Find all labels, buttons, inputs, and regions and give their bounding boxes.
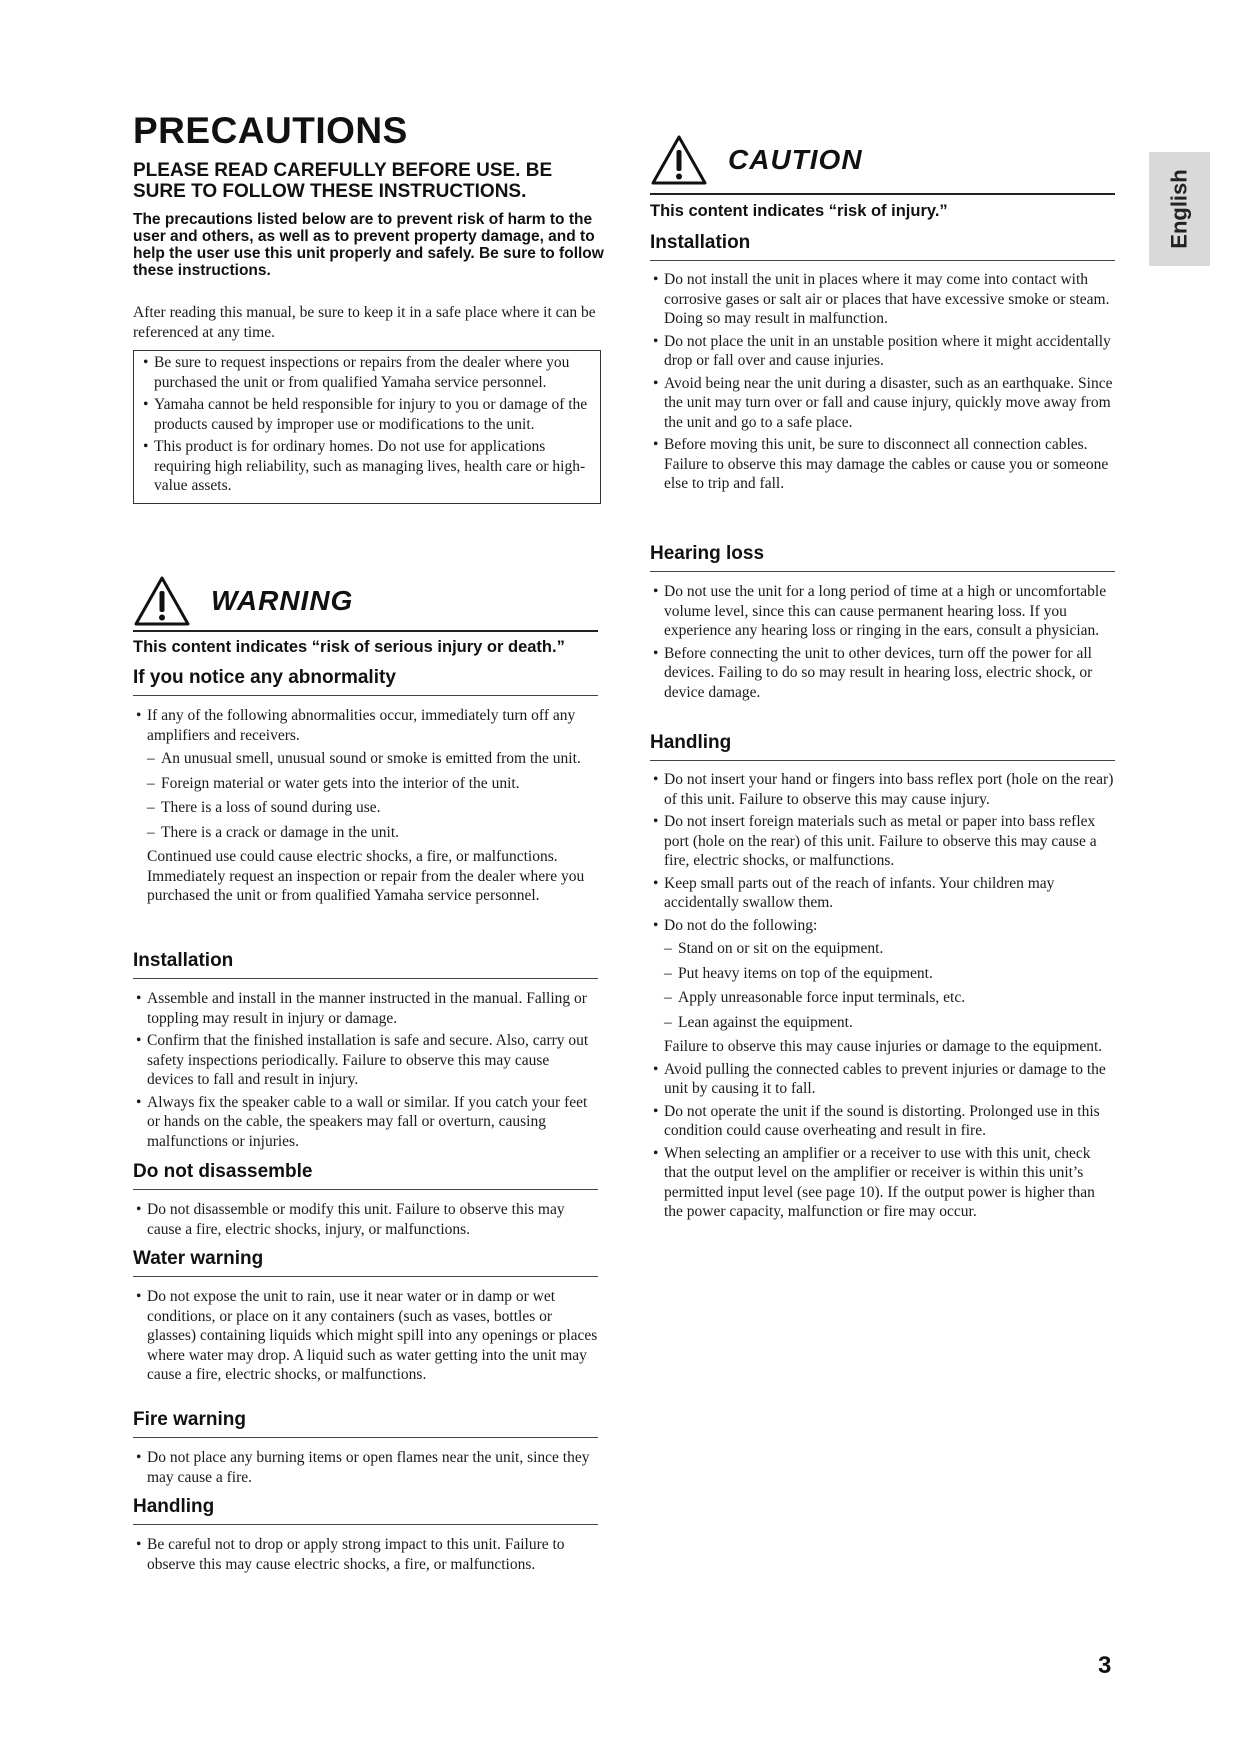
section-heading-caution-installation: Installation: [650, 232, 1115, 261]
subtitle: PLEASE READ CAREFULLY BEFORE USE. BE SURE TO FOLLOW THESE INSTRUCTIONS.: [133, 160, 553, 202]
list-item: • Confirm that the finished installation is safe and secure. Also, carry out safety inspections periodically. Failure to observe this may cause devices to fall and result in injury.: [133, 1031, 598, 1090]
continuation-text: Continued use could cause electric shocks, a fire, or malfunctions. Immediately request an inspection or repair from the dealer where you purchased the unit or from qualified Yamaha service personnel.: [147, 848, 585, 904]
list-item: • Assemble and install in the manner instructed in the manual. Falling or toppling may result in injury or damage.: [133, 989, 598, 1028]
warning-label: WARNING: [211, 585, 354, 616]
section-water: [133, 1287, 598, 1388]
section-caution-handling: [650, 770, 1115, 1225]
list-item: • Be careful not to drop or apply strong impact to this unit. Failure to observe this may cause electric shocks, a fire, or malfunctions.: [133, 1535, 598, 1574]
warning-description: This content indicates “risk of serious injury or death.”: [133, 638, 565, 656]
section-caution-installation: [650, 270, 1115, 497]
list-item: • Do not disassemble or modify this unit. Failure to observe this may cause a fire, electric shocks, injury, or malfunctions.: [133, 1200, 598, 1239]
sub-item: – An unusual smell, unusual sound or smoke is emitted from the unit.: [147, 749, 598, 769]
list-item: • Avoid pulling the connected cables to prevent injuries or damage to the unit by causing it to fall.: [650, 1060, 1115, 1099]
list-item: • Do not do the following: – Stand on or sit on the equipment. – Put heavy items on top of the equipment. – Apply unreasonable force input terminals, etc. – Lean against the equipment. Failure to observe this may cause injuries or damage to the equipment.: [650, 916, 1115, 1057]
page-number: 3: [1098, 1652, 1112, 1679]
caution-description: This content indicates “risk of injury.”: [650, 202, 948, 220]
sub-item: – Put heavy items on top of the equipment.: [664, 964, 1115, 984]
notice-box: [133, 350, 601, 504]
sub-item: – Lean against the equipment.: [664, 1013, 1115, 1033]
continuation-text: Failure to observe this may cause injuries or damage to the equipment.: [664, 1038, 1103, 1055]
page-title: PRECAUTIONS: [133, 110, 408, 151]
list-item: • Always fix the speaker cable to a wall or similar. If you catch your feet or hands on the cable, the speakers may fall or overturn, causing malfunctions or injuries.: [133, 1093, 598, 1152]
list-item: • Do not insert your hand or fingers into bass reflex port (hole on the rear) of this unit. Failure to observe this may cause injury.: [650, 770, 1115, 809]
notice-item: • Yamaha cannot be held responsible for injury to you or damage of the products caused by improper use or modifications to the unit.: [140, 395, 590, 434]
notice-item: • Be sure to request inspections or repairs from the dealer where you purchased the unit or from qualified Yamaha service personnel.: [140, 353, 590, 392]
list-item: • If any of the following abnormalities occur, immediately turn off any amplifiers and receivers. – An unusual smell, unusual sound or smoke is emitted from the unit. – Foreign material or water gets into the interior of the unit. – There is a loss of sound during use. – There is a crack or damage in the unit. Continued use could cause electric shocks, a fire, or malfunctions. Immediately request an inspection or repair from the dealer where you purchased the unit or from qualified Yamaha service personnel.: [133, 706, 598, 906]
sub-item: – Apply unreasonable force input terminals, etc.: [664, 988, 1115, 1008]
list-item: • When selecting an amplifier or a receiver to use with this unit, check that the output level on the amplifier or receiver is within this unit’s permitted input level (see page 10). If the output power is higher than the power capacity, malfunction or fire may occur.: [650, 1144, 1115, 1222]
section-handling: [133, 1535, 598, 1577]
warning-rule: [133, 630, 598, 632]
list-item: • Avoid being near the unit during a disaster, such as an earthquake. Since the unit may turn over or fall and cause injury, quickly move away from the unit and go to a safe place.: [650, 374, 1115, 433]
list-item: • Do not operate the unit if the sound is distorting. Prolonged use in this condition could cause overheating and result in fire.: [650, 1102, 1115, 1141]
list-item: • Keep small parts out of the reach of infants. Your children may accidentally swallow them.: [650, 874, 1115, 913]
caution-rule: [650, 193, 1115, 195]
sub-item: – There is a crack or damage in the unit.: [147, 823, 598, 843]
section-heading-installation: Installation: [133, 950, 598, 979]
intro-plain: After reading this manual, be sure to keep it in a safe place where it can be referenced at any time.: [133, 304, 596, 341]
caution-triangle-icon: [650, 134, 708, 186]
caution-label: CAUTION: [728, 144, 863, 175]
section-installation: [133, 989, 598, 1154]
section-heading-handling: Handling: [133, 1496, 598, 1525]
list-item: • Do not place the unit in an unstable position where it might accidentally drop or fall over and cause injuries.: [650, 332, 1115, 371]
list-item: • Do not place any burning items or open flames near the unit, since they may cause a fire.: [133, 1448, 598, 1487]
section-hearing: [650, 582, 1115, 705]
section-heading-water: Water warning: [133, 1248, 598, 1277]
section-heading-hearing: Hearing loss: [650, 543, 1115, 572]
list-item: • Do not use the unit for a long period of time at a high or uncomfortable volume level, since this can cause permanent hearing loss. If you experience any hearing loss or ringing in the ears, consult a physician.: [650, 582, 1115, 641]
warning-triangle-icon: [133, 575, 191, 627]
caution-header: [650, 134, 863, 186]
list-item: • Do not expose the unit to rain, use it near water or in damp or wet conditions, or place on it any containers (such as vases, bottles or glasses) containing liquids which might spill into any openings or places where water may drop. A liquid such as water getting into the unit may cause a fire, electric shocks, or malfunctions.: [133, 1287, 598, 1385]
sub-item: – Foreign material or water gets into the interior of the unit.: [147, 774, 598, 794]
notice-item: • This product is for ordinary homes. Do not use for applications requiring high reliability, such as managing lives, health care or high-value assets.: [140, 437, 590, 496]
section-heading-caution-handling: Handling: [650, 732, 1115, 761]
list-item: • Do not install the unit in places where it may come into contact with corrosive gases or salt air or places that have excessive smoke or steam. Doing so may result in malfunction.: [650, 270, 1115, 329]
section-heading-disassemble: Do not disassemble: [133, 1161, 598, 1190]
list-item: • Do not insert foreign materials such as metal or paper into bass reflex port (hole on the rear) of this unit. Failure to observe this may cause a fire, electric shocks, or malfunctions.: [650, 812, 1115, 871]
sub-item: – Stand on or sit on the equipment.: [664, 939, 1115, 959]
section-fire: [133, 1448, 598, 1490]
list-item: • Before connecting the unit to other devices, turn off the power for all devices. Failing to do so may result in hearing loss, electric shock, or device damage.: [650, 644, 1115, 703]
language-tab: [1149, 152, 1210, 266]
section-heading-abnormality: If you notice any abnormality: [133, 667, 598, 696]
section-abnormality: [133, 706, 598, 909]
list-item: • Before moving this unit, be sure to disconnect all connection cables. Failure to observe this may damage the cables or cause you or someone else to trip and fall.: [650, 435, 1115, 494]
language-tab-label: English: [1166, 169, 1192, 249]
warning-header: [133, 575, 353, 627]
sub-item: – There is a loss of sound during use.: [147, 798, 598, 818]
intro-bold: The precautions listed below are to prevent risk of harm to the user and others, as well as to prevent property damage, and to help the user use this unit properly and safely. Be sure to follow these instructions.: [133, 211, 604, 279]
section-heading-fire: Fire warning: [133, 1409, 598, 1438]
section-disassemble: [133, 1200, 598, 1242]
